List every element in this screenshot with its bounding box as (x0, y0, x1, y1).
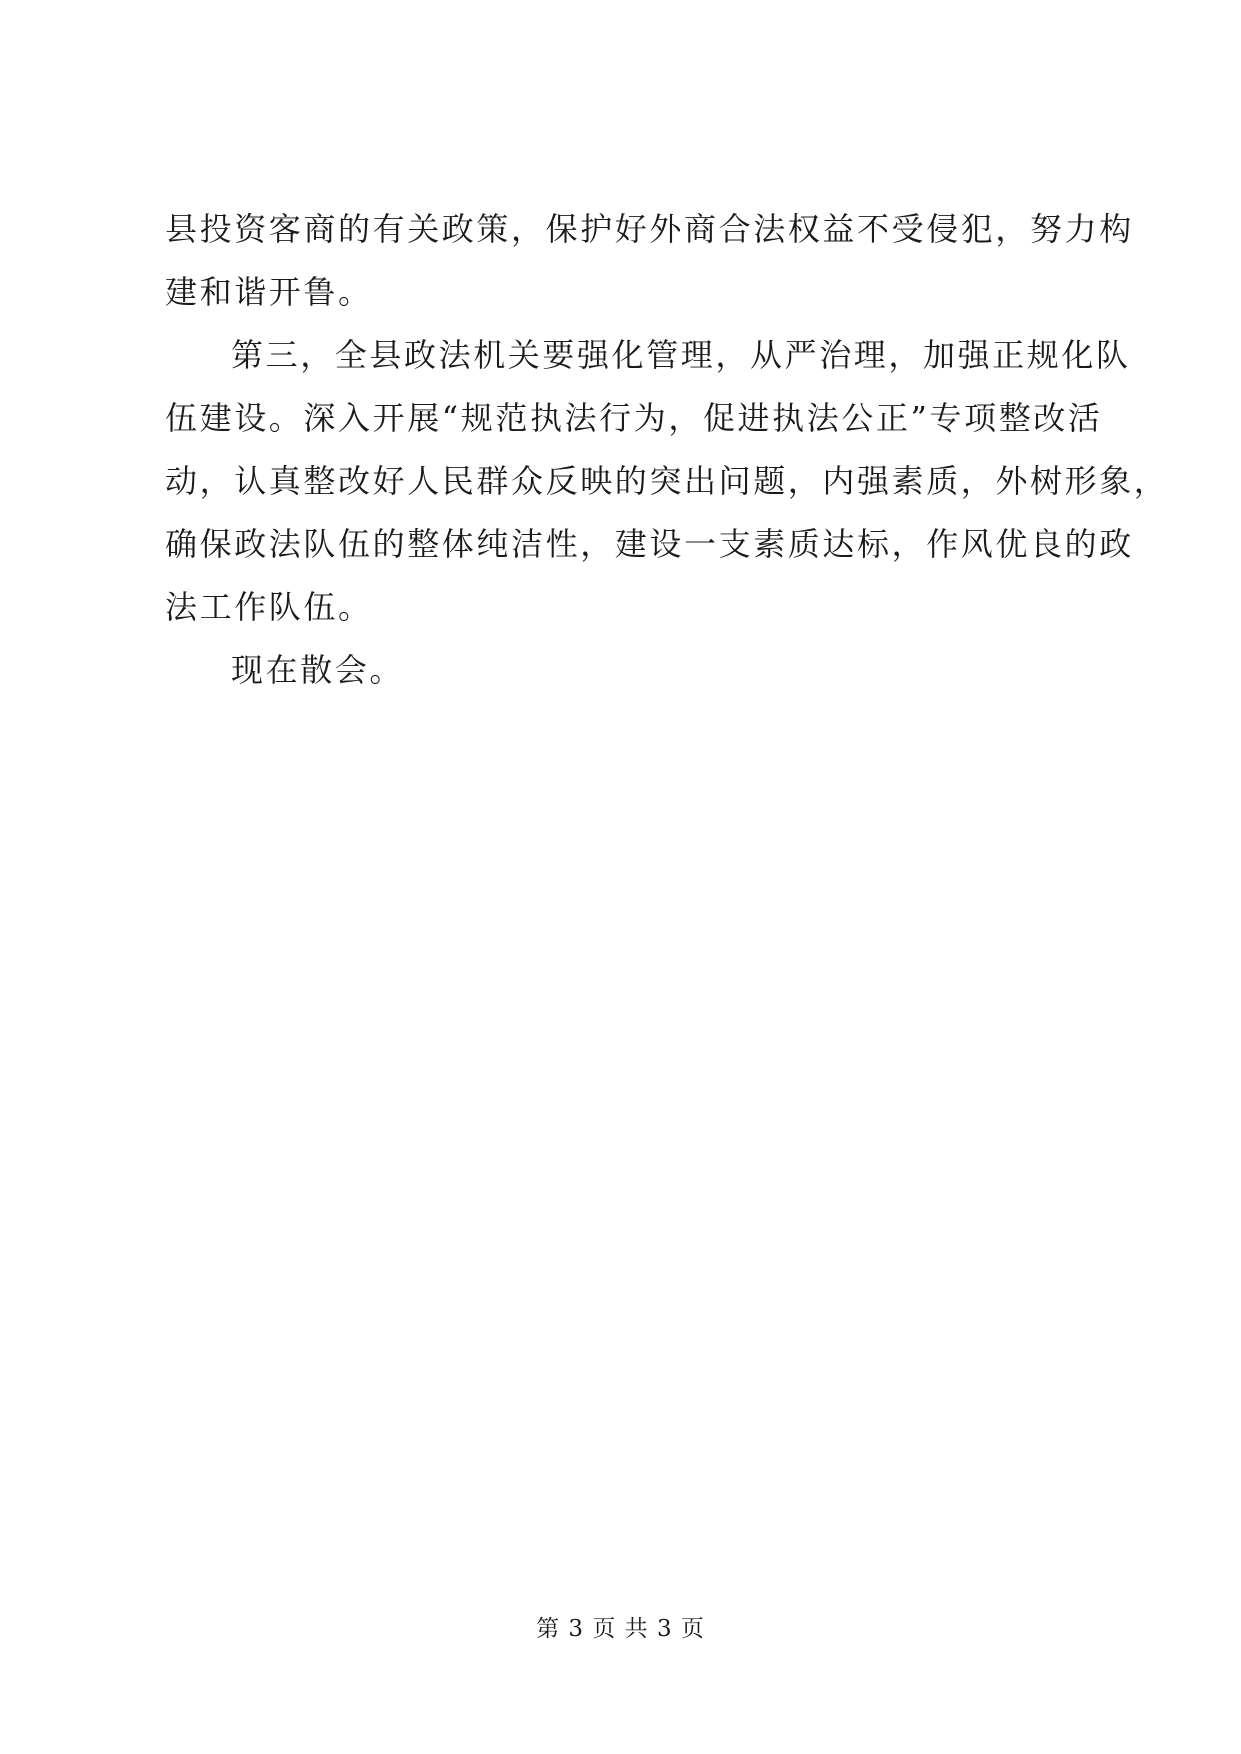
text-line: 确保政法队伍的整体纯洁性，建设一支素质达标，作风优良的政 (165, 525, 1134, 563)
text-line: 伍建设。深入开展“规范执法行为，促进执法公正”专项整改活 (165, 399, 1103, 437)
closing-line: 现在散会。 (231, 651, 405, 689)
text-line: 建和谐开鲁。 (165, 273, 373, 311)
paragraph-start-line: 第三，全县政法机关要强化管理，从严治理，加强正规化队 (231, 336, 1131, 374)
text-line: 动，认真整改好人民群众反映的突出问题，内强素质，外树形象， (165, 462, 1169, 500)
text-line: 县投资客商的有关政策，保护好外商合法权益不受侵犯，努力构 (165, 210, 1134, 248)
body-text (165, 198, 1169, 702)
text-line: 法工作队伍。 (165, 588, 373, 626)
page-number-footer: 第 3 页 共 3 页 (536, 1616, 705, 1642)
